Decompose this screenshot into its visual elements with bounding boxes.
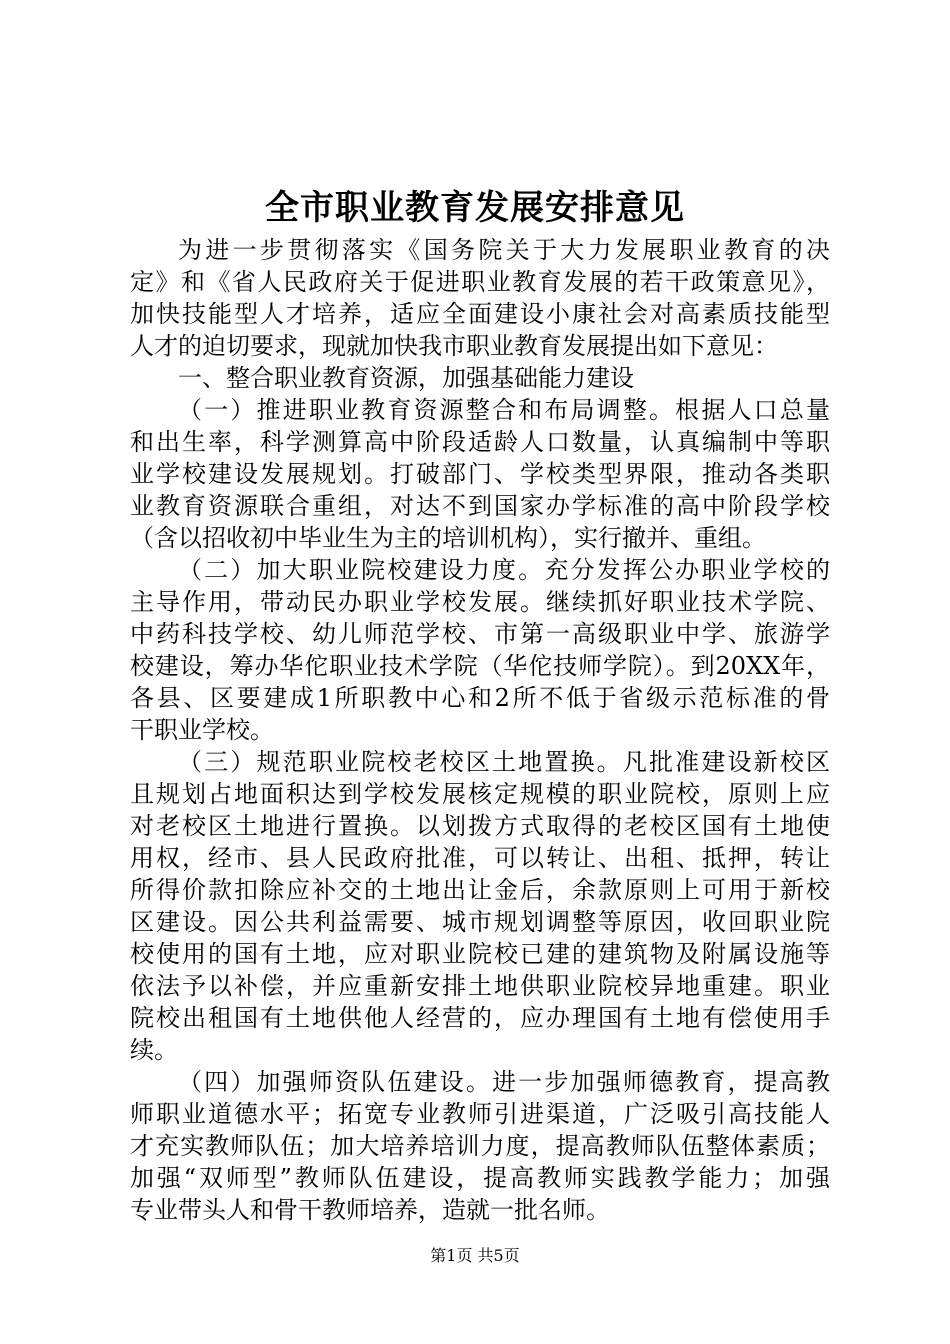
document-body xyxy=(130,234,830,1226)
body-line: 业学校建设发展规划。打破部门、学校类型界限，推动各类职 xyxy=(130,460,830,488)
body-line: 加快技能型人才培养，适应全面建设小康社会对高素质技能型 xyxy=(130,300,830,328)
body-line: 干职业学校。 xyxy=(130,716,274,744)
body-line: 依法予以补偿，并应重新安排土地供职业院校异地重建。职业 xyxy=(130,972,830,1000)
body-line: 加强“双师型”教师队伍建设，提高教师实践教学能力；加强 xyxy=(130,1164,830,1192)
body-line: 为进一步贯彻落实《国务院关于大力发展职业教育的决 xyxy=(178,236,830,264)
body-line: 各县、区要建成1所职教中心和2所不低于省级示范标准的骨 xyxy=(130,684,830,712)
body-line: 主导作用，带动民办职业学校发展。继续抓好职业技术学院、 xyxy=(130,588,830,616)
body-line: 区建设。因公共利益需要、城市规划调整等原因，收回职业院 xyxy=(130,908,830,936)
page-number-footer: 第1页 共5页 xyxy=(430,1246,520,1265)
body-line: 且规划占地面积达到学校发展核定规模的职业院校，原则上应 xyxy=(130,780,830,808)
body-line: （四）加强师资队伍建设。进一步加强师德教育，提高教 xyxy=(178,1068,830,1096)
body-line: 专业带头人和骨干教师培养，造就一批名师。 xyxy=(130,1196,610,1224)
body-line: 业教育资源联合重组，对达不到国家办学标准的高中阶段学校 xyxy=(130,492,830,520)
body-line: （一）推进职业教育资源整合和布局调整。根据人口总量 xyxy=(178,396,830,424)
body-line: 师职业道德水平；拓宽专业教师引进渠道，广泛吸引高技能人 xyxy=(130,1100,830,1128)
body-line: 对老校区土地进行置换。以划拨方式取得的老校区国有土地使 xyxy=(130,812,830,840)
body-line: （三）规范职业院校老校区土地置换。凡批准建设新校区 xyxy=(178,748,830,776)
body-line: 中药科技学校、幼儿师范学校、市第一高级职业中学、旅游学 xyxy=(130,620,830,648)
body-line: 用权，经市、县人民政府批准，可以转让、出租、抵押，转让 xyxy=(130,844,830,872)
body-line: 人才的迫切要求，现就加快我市职业教育发展提出如下意见： xyxy=(130,332,778,360)
body-line: 定》和《省人民政府关于促进职业教育发展的若干政策意见》， xyxy=(130,268,830,296)
body-line: （含以招收初中毕业生为主的培训机构），实行撤并、重组。 xyxy=(130,524,766,552)
body-line: 院校出租国有土地供他人经营的，应办理国有土地有偿使用手 xyxy=(130,1004,830,1032)
body-line: 才充实教师队伍；加大培养培训力度，提高教师队伍整体素质； xyxy=(130,1132,830,1160)
document-title: 全市职业教育发展安排意见 xyxy=(265,188,685,228)
body-line: 校建设，筹办华佗职业技术学院（华佗技师学院）。到20XX年， xyxy=(130,652,830,680)
body-line: 校使用的国有土地，应对职业院校已建的建筑物及附属设施等 xyxy=(130,940,830,968)
section-heading: 一、整合职业教育资源，加强基础能力建设 xyxy=(178,364,634,392)
body-line: 和出生率，科学测算高中阶段适龄人口数量，认真编制中等职 xyxy=(130,428,830,456)
body-line: （二）加大职业院校建设力度。充分发挥公办职业学校的 xyxy=(178,556,830,584)
body-line: 所得价款扣除应补交的土地出让金后，余款原则上可用于新校 xyxy=(130,876,830,904)
body-line: 续。 xyxy=(130,1036,178,1064)
